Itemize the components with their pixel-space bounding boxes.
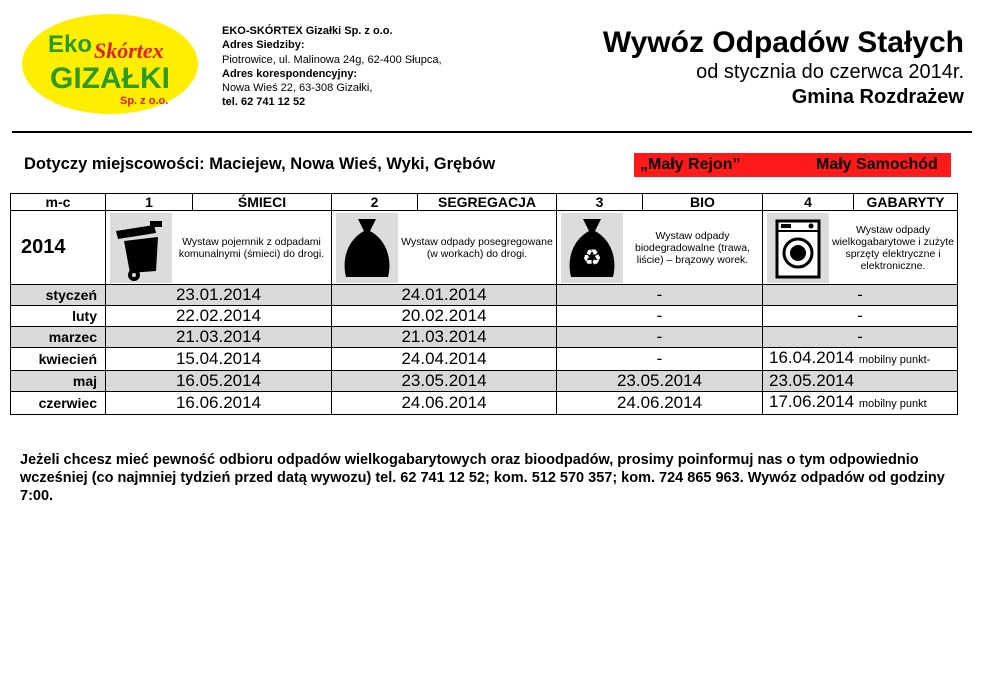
company-logo: [20, 10, 205, 118]
header-n3: 3: [557, 194, 643, 211]
row-bio: -: [557, 306, 763, 327]
gab-note: mobilny punkt-: [858, 354, 931, 366]
table-header: [11, 194, 958, 211]
recycle-bag-icon: [561, 213, 623, 283]
segregacja-desc: Wystaw odpady posegregowane (w workach) do drogi.: [401, 235, 553, 260]
gab-date: 16.04.2014: [769, 348, 855, 367]
corr-label: Adres korespondencyjny:: [222, 67, 358, 80]
title-period: od stycznia do czerwca 2014r.: [696, 61, 964, 83]
bio-desc-cell: [557, 211, 763, 285]
segregacja-desc-cell: [332, 211, 557, 285]
header-gabaryty: GABARYTY: [854, 194, 958, 211]
company-name: EKO-SKÓRTEX Gizałki Sp. z o.o.: [222, 25, 393, 37]
table-row: [11, 371, 958, 392]
trash-bag-icon: [336, 213, 398, 283]
smieci-desc-cell: [106, 211, 332, 285]
row-month: styczeń: [11, 285, 106, 306]
row-smieci: 15.04.2014: [106, 348, 332, 371]
region-badge: [634, 153, 951, 177]
table-row: [11, 306, 958, 327]
row-bio: 23.05.2014: [557, 371, 763, 392]
row-bio: -: [557, 285, 763, 306]
year-cell: 2014: [11, 211, 106, 285]
bio-desc: Wystaw odpady biodegradowalne (trawa, liście) – brązowy worek.: [635, 229, 750, 266]
corr-address: Nowa Wieś 22, 63-308 Gizałki,: [222, 82, 373, 95]
bin-icon: [110, 213, 172, 283]
header-divider: [12, 131, 972, 133]
company-phone: tel. 62 741 12 52: [222, 96, 306, 109]
logo-skortex: Skórtex: [94, 38, 164, 63]
header-n2: 2: [332, 194, 418, 211]
logo-gizalki: GIZAŁKI: [50, 62, 170, 95]
seat-label: Adres Siedziby:: [222, 39, 305, 52]
row-bio: 24.06.2014: [557, 392, 763, 415]
header-n1: 1: [106, 194, 193, 211]
row-smieci: 23.01.2014: [106, 285, 332, 306]
document-title: [603, 26, 964, 110]
washing-machine-icon: [767, 213, 829, 283]
header-n4: 4: [763, 194, 854, 211]
row-bio: -: [557, 348, 763, 371]
row-smieci: 22.02.2014: [106, 306, 332, 327]
row-smieci: 16.06.2014: [106, 392, 332, 415]
svg-text:♻: ♻: [582, 245, 602, 271]
schedule-table: [10, 193, 958, 415]
row-gabaryty: [763, 371, 958, 392]
row-month: czerwiec: [11, 392, 106, 415]
gabaryty-desc: Wystaw odpady wielkogabarytowe i zużyte sprzęty elektryczne i elektroniczne.: [832, 223, 954, 272]
row-segregacja: 23.05.2014: [332, 371, 557, 392]
row-bio: -: [557, 327, 763, 348]
table-row: [11, 348, 958, 371]
places-line: Dotyczy miejscowości: Maciejew, Nowa Wieś, Wyki, Grębów: [24, 155, 496, 173]
row-gabaryty: [763, 392, 958, 415]
row-gabaryty: -: [763, 285, 958, 306]
row-segregacja: 21.03.2014: [332, 327, 557, 348]
row-month: kwiecień: [11, 348, 106, 371]
row-gabaryty: [763, 348, 958, 371]
gab-date: 23.05.2014: [769, 371, 855, 390]
gabaryty-desc-cell: [763, 211, 958, 285]
company-info: [222, 24, 522, 110]
region-label: „Mały Rejon”: [640, 156, 741, 173]
row-month: marzec: [11, 327, 106, 348]
logo-spzoo: Sp. z o.o.: [120, 95, 169, 107]
seat-address: Piotrowice, ul. Malinowa 24g, 62-400 Słupca,: [222, 53, 442, 66]
title-main: Wywóz Odpadów Stałych: [602, 26, 964, 59]
header-segregacja: SEGREGACJA: [418, 194, 557, 211]
header-bio: BIO: [643, 194, 763, 211]
row-gabaryty: -: [763, 306, 958, 327]
row-segregacja: 24.01.2014: [332, 285, 557, 306]
row-month: maj: [11, 371, 106, 392]
icon-row: [11, 211, 958, 285]
row-segregacja: 24.06.2014: [332, 392, 557, 415]
smieci-desc: Wystaw pojemnik z odpadami komunalnymi (śmieci) do drogi.: [178, 235, 325, 260]
logo-eko: Eko: [48, 31, 93, 58]
row-segregacja: 20.02.2014: [332, 306, 557, 327]
row-smieci: 16.05.2014: [106, 371, 332, 392]
gab-date: 17.06.2014: [769, 392, 855, 411]
vehicle-label: Mały Samochód: [816, 156, 938, 173]
table-row: [11, 285, 958, 306]
header-month: m-c: [11, 194, 106, 211]
row-gabaryty: -: [763, 327, 958, 348]
row-segregacja: 24.04.2014: [332, 348, 557, 371]
footer-note: Jeżeli chcesz mieć pewność odbioru odpadów wielkogabarytowych oraz bioodpadów, prosimy poinformuj nas o tym odpowiednio wcześniej (co najmniej tydzień przed datą wywozu) tel. 62 741 12 52; kom. 512 570 357; kom. 724 865 963. Wywóz odpadów od godziny 7:00.: [20, 452, 945, 504]
header-smieci: ŚMIECI: [193, 194, 332, 211]
row-smieci: 21.03.2014: [106, 327, 332, 348]
title-gmina: Gmina Rozdrażew: [791, 86, 964, 108]
row-month: luty: [11, 306, 106, 327]
table-row: [11, 392, 958, 415]
gab-note: mobilny punkt: [858, 398, 927, 410]
table-row: [11, 327, 958, 348]
